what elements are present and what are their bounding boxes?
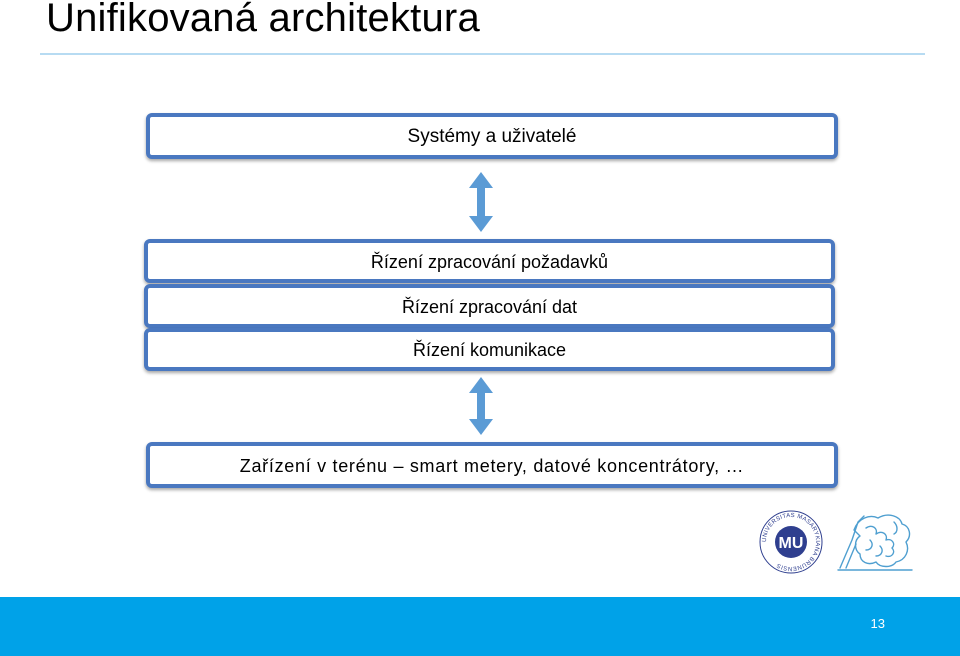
request-processing-label: Řízení zpracování požadavků	[370, 251, 609, 272]
data-processing-box	[144, 284, 835, 328]
field-devices-box	[146, 442, 838, 488]
data-processing-label: Řízení zpracování dat	[401, 296, 578, 317]
systems-users-label: Systémy a uživatelé	[407, 126, 577, 147]
double-arrow-bottom	[469, 377, 493, 435]
footer-bar	[0, 597, 960, 656]
communication-label: Řízení komunikace	[412, 340, 567, 360]
double-arrow-top	[469, 172, 493, 232]
page-number: 13	[870, 616, 885, 631]
request-processing-box	[144, 239, 835, 283]
slide-title: Unifikovaná architektura	[46, 0, 480, 40]
lion-logo	[836, 510, 914, 572]
communication-box	[144, 328, 835, 371]
seal-text: UNIVERSITAS MASARYKIANA BRUNENSIS	[761, 512, 821, 572]
masaryk-university-logo	[758, 509, 824, 575]
seal-monogram: MU	[778, 535, 804, 552]
field-devices-label: Zařízení v terénu – smart metery, datové koncentrátory, …	[239, 455, 745, 476]
systems-users-box	[146, 113, 838, 159]
title-divider	[40, 53, 925, 55]
